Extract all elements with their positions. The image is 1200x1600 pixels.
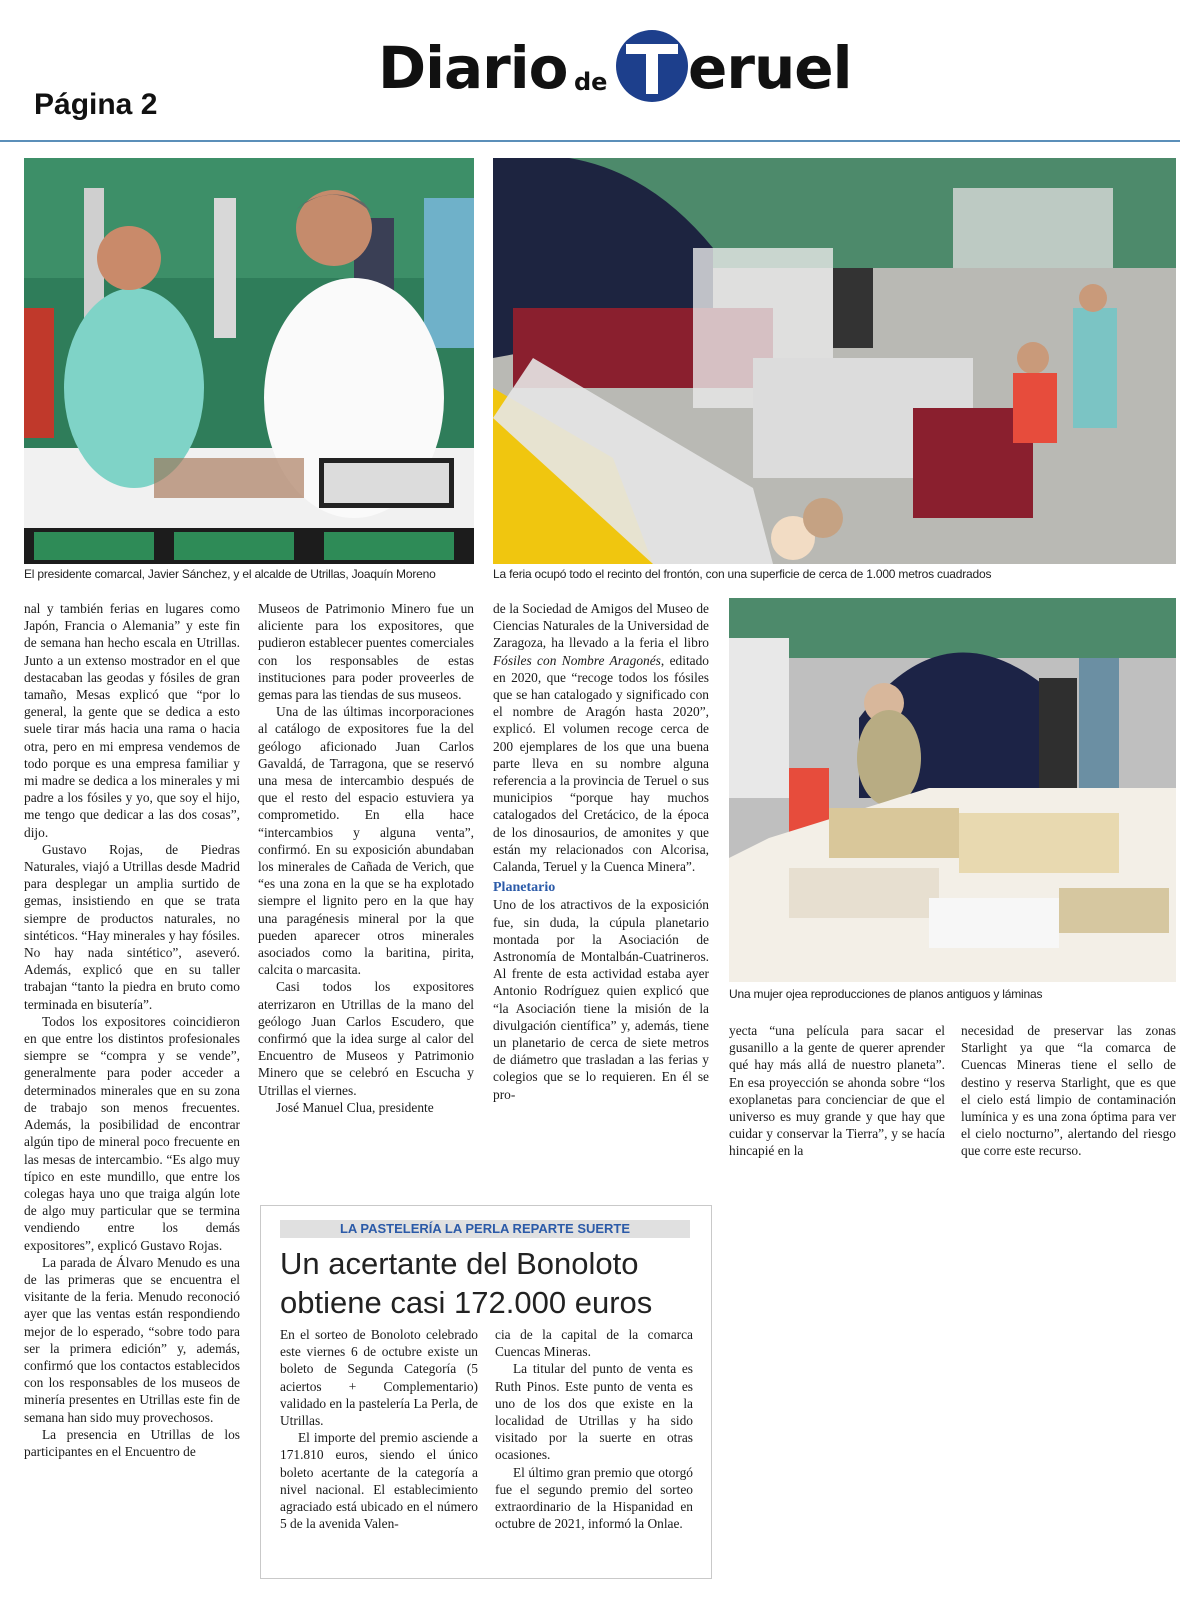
- bonoloto-column-1: [280, 1326, 478, 1532]
- article-col5-p1: necesidad de preservar las zonas Starlight ya que “la comarca de Cuencas Mineras tiene el sello de destino y reserva Starlight, que es que el cielo está limpio de contaminación lumínica y es una zona óptima para ver el cielo nocturno”, alertando del riesgo que corre este recurso.: [961, 1023, 1176, 1159]
- bonoloto-col2-p3: El último gran premio que otorgó fue el segundo premio del sorteo extraordinario de la Hispanidad en octubre de 2021, informó la Onlae.: [495, 1464, 693, 1532]
- header-rule: [0, 140, 1180, 142]
- masthead-de: de: [574, 68, 608, 96]
- article-column-5: [961, 1022, 1176, 1160]
- article-col1-p4: La parada de Álvaro Menudo es una de las primeras que se encuentra el visitante de la feria. Menudo reconoció ayer que las ventas están respondiendo mejor de lo esperado, “sobre todo para ser la primera edición” y, además, confirmó que los contactos establecidos con los responsables de los museos de minería presentes en Utrillas este fin de semana han sido muy provechosos.: [24, 1254, 240, 1425]
- article-col3-p1: [493, 600, 709, 875]
- article-col2-p1: Museos de Patrimonio Minero fue un aliciente para los expositores, que pudieron establecer puentes comerciales con los responsables de estas instituciones para poder proveerles de gemas para las tiendas de sus museos.: [258, 601, 475, 703]
- article-col1-p2: Gustavo Rojas, de Piedras Naturales, viajó a Utrillas desde Madrid para desplegar un amplia surtido de gemas, insistiendo en que se trata siempre de productos naturales, no sintéticos. “Hay minerales y hay fósiles. No hay nada sintético”, aseveró. Además, explicó que en su taller trabajan “tanto la piedra en bruto como terminada en bisutería”.: [24, 841, 240, 1012]
- article-col3-intro: de la Sociedad de Amigos del Museo de Ciencias Naturales de la Universidad de Zaragoza, ha llevado a la feria el libro: [493, 601, 709, 651]
- article-col2-p4: José Manuel Clua, presidente: [276, 1099, 434, 1115]
- bonoloto-col2-p2: La titular del punto de venta es Ruth Pinos. Este punto de venta es uno de los dos que existe en la localidad de Utrillas y ha sido visitado por la suerte en otras ocasiones.: [495, 1361, 693, 1463]
- article-col1-p5: La presencia en Utrillas de los participantes en el Encuentro de: [24, 1426, 240, 1459]
- page-number: Página 2: [34, 88, 158, 121]
- article-col3-rest: , editado en 2020, que “recoge todos los fósiles que se han catalogado y significado con el nombre de Aragón hasta 2020”, explicó. El volumen recoge cerca de 200 ejemplares de los que una buena parte lleva en su nombre alguna referencia a la provincia de Teruel o sus municipios “porque hay muchos catalogados del Cretácico, de la época de los dinosaurios, de amonites y que están my relacionados con Alcorisa, Calanda, Teruel y la Cuenca Minera”.: [493, 652, 710, 875]
- masthead-t-circle-icon: [616, 30, 688, 102]
- caption-president-mayor: El presidente comarcal, Javier Sánchez, y el alcalde de Utrillas, Joaquín Moreno: [24, 567, 436, 581]
- article-col1-p3: Todos los expositores coincidieron en que entre los distintos profesionales siempre se “compra y se vende”, generalmente para poder acceder a determinados minerales que en su zona de trabajo son menos frecuentes. Además, la posibilidad de encontrar algún tipo de mineral poco frecuente en las mesas de intercambio. “Es algo muy típico en este mundillo, que entre los colegas haya uno que traiga algún lote de algo muy particular que se termina vendiendo entre los demás expositores”, explicó Gustavo Rojas.: [24, 1013, 240, 1253]
- masthead-diario: Diario: [378, 34, 568, 102]
- masthead-logo: [378, 28, 852, 108]
- article-col3-p2: Uno de los atractivos de la exposición fue, sin duda, la cúpula planetario montada por la Asociación de Astronomía de Montalbán-Cuatrineros. Al frente de esta actividad estaba ayer Antonio Rodríguez quien explicó que “la Asociación tiene la misión de la divulgación científica” y, además, tiene un planetario de cerca de siete metros de diámetro que trasladan a las ferias y colegios que se lo requieren. En él se pro-: [493, 897, 709, 1102]
- bonoloto-kicker: LA PASTELERÍA LA PERLA REPARTE SUERTE: [280, 1220, 690, 1238]
- photo-president-mayor-image: [24, 158, 474, 564]
- article-column-2: [258, 600, 474, 1116]
- bonoloto-col1-p2: El importe del premio asciende a 171.810 euros, siendo el único boleto acertante de la categoría a nivel nacional. El establecimiento agraciado está ubicado en el número 5 de la avenida Valen-: [280, 1430, 478, 1532]
- caption-fronton: La feria ocupó todo el recinto del frontón, con una superficie de cerca de 1.000 metros cuadrados: [493, 567, 992, 581]
- photo-woman-maps-image: [729, 598, 1176, 982]
- article-col2-p2: Una de las últimas incorporaciones al catálogo de expositores fue la del geólogo aficionado Juan Carlos Gavaldá, de Tarragona, que se reservó una mesa de intercambio después de que el resto del espacio estuviera ya comprometido. En ella hace “intercambios y alguna venta”, confirmó. En su exposición abundaban los minerales de Cañada de Verich, que “es una zona en la que se ha explotado siempre el lignito pero en la que hay una paragénesis mineral por la que pueden aparecer otros minerales asociados como la baritina, pirita, calcita o marcasita.: [258, 704, 474, 978]
- article-column-4: [729, 1022, 945, 1160]
- article-col4-p1: yecta “una película para sacar el gusanillo a la gente de querer aprender qué hay más allá de nuestro planeta”. En esa proyección se ahonda sobre “los exoplanetas para concienciar de que el universo es muy grande y que hay que cuidar y conservar la Tierra”, y se hacía hincapié en la: [729, 1023, 945, 1159]
- subhead-planetario: Planetario: [493, 880, 556, 896]
- photo-woman-maps: [729, 598, 1176, 982]
- bonoloto-col2-p1: cia de la capital de la comarca Cuencas Mineras.: [495, 1327, 693, 1360]
- article-col2-p3: Casi todos los expositores aterrizaron en Utrillas de la mano del geólogo Juan Carlos Escudero, que confirmó que la idea surge al calor del Encuentro de Museos y Patrimonio Minero que se celebró en Escucha y Utrillas el viernes.: [258, 979, 474, 1098]
- bonoloto-col1-p1: En el sorteo de Bonoloto celebrado este viernes 6 de octubre existe un boleto de Segunda Categoría (5 aciertos + Complementario) validado en la pastelería La Perla, de Utrillas.: [280, 1327, 478, 1429]
- article-col1-p1: nal y también ferias en lugares como Japón, Francia o Alemania” y este fin de semana han hecho escala en Utrillas. Junto a un extenso mostrador en el que destacaban las geodas y fósiles de gran tamaño, Mesas explicó que “por lo general, la gente que se dedica a esto suele tirar más hacia una rama o hacia otra, pero en mi empresa vendemos de todo porque es una empresa familiar y mi madre se dedica a los minerales y mi padre a los fósiles y yo, que soy el hijo, me tengo que dedicar a las dos cosas”, dijo.: [24, 601, 240, 840]
- photo-fronton-image: [493, 158, 1176, 564]
- photo-fronton: [493, 158, 1176, 564]
- article-book-title: Fósiles con Nombre Aragonés: [493, 652, 661, 668]
- bonoloto-news-box: [260, 1205, 712, 1579]
- caption-woman-maps: Una mujer ojea reproducciones de planos antiguos y láminas: [729, 987, 1043, 1001]
- article-column-1: [24, 600, 240, 1460]
- photo-president-mayor: [24, 158, 474, 564]
- bonoloto-headline: Un acertante del Bonoloto obtiene casi 172.000 euros: [280, 1246, 653, 1320]
- bonoloto-column-2: [495, 1326, 693, 1532]
- article-column-3: [493, 600, 709, 1103]
- masthead-eruel: eruel: [688, 34, 852, 102]
